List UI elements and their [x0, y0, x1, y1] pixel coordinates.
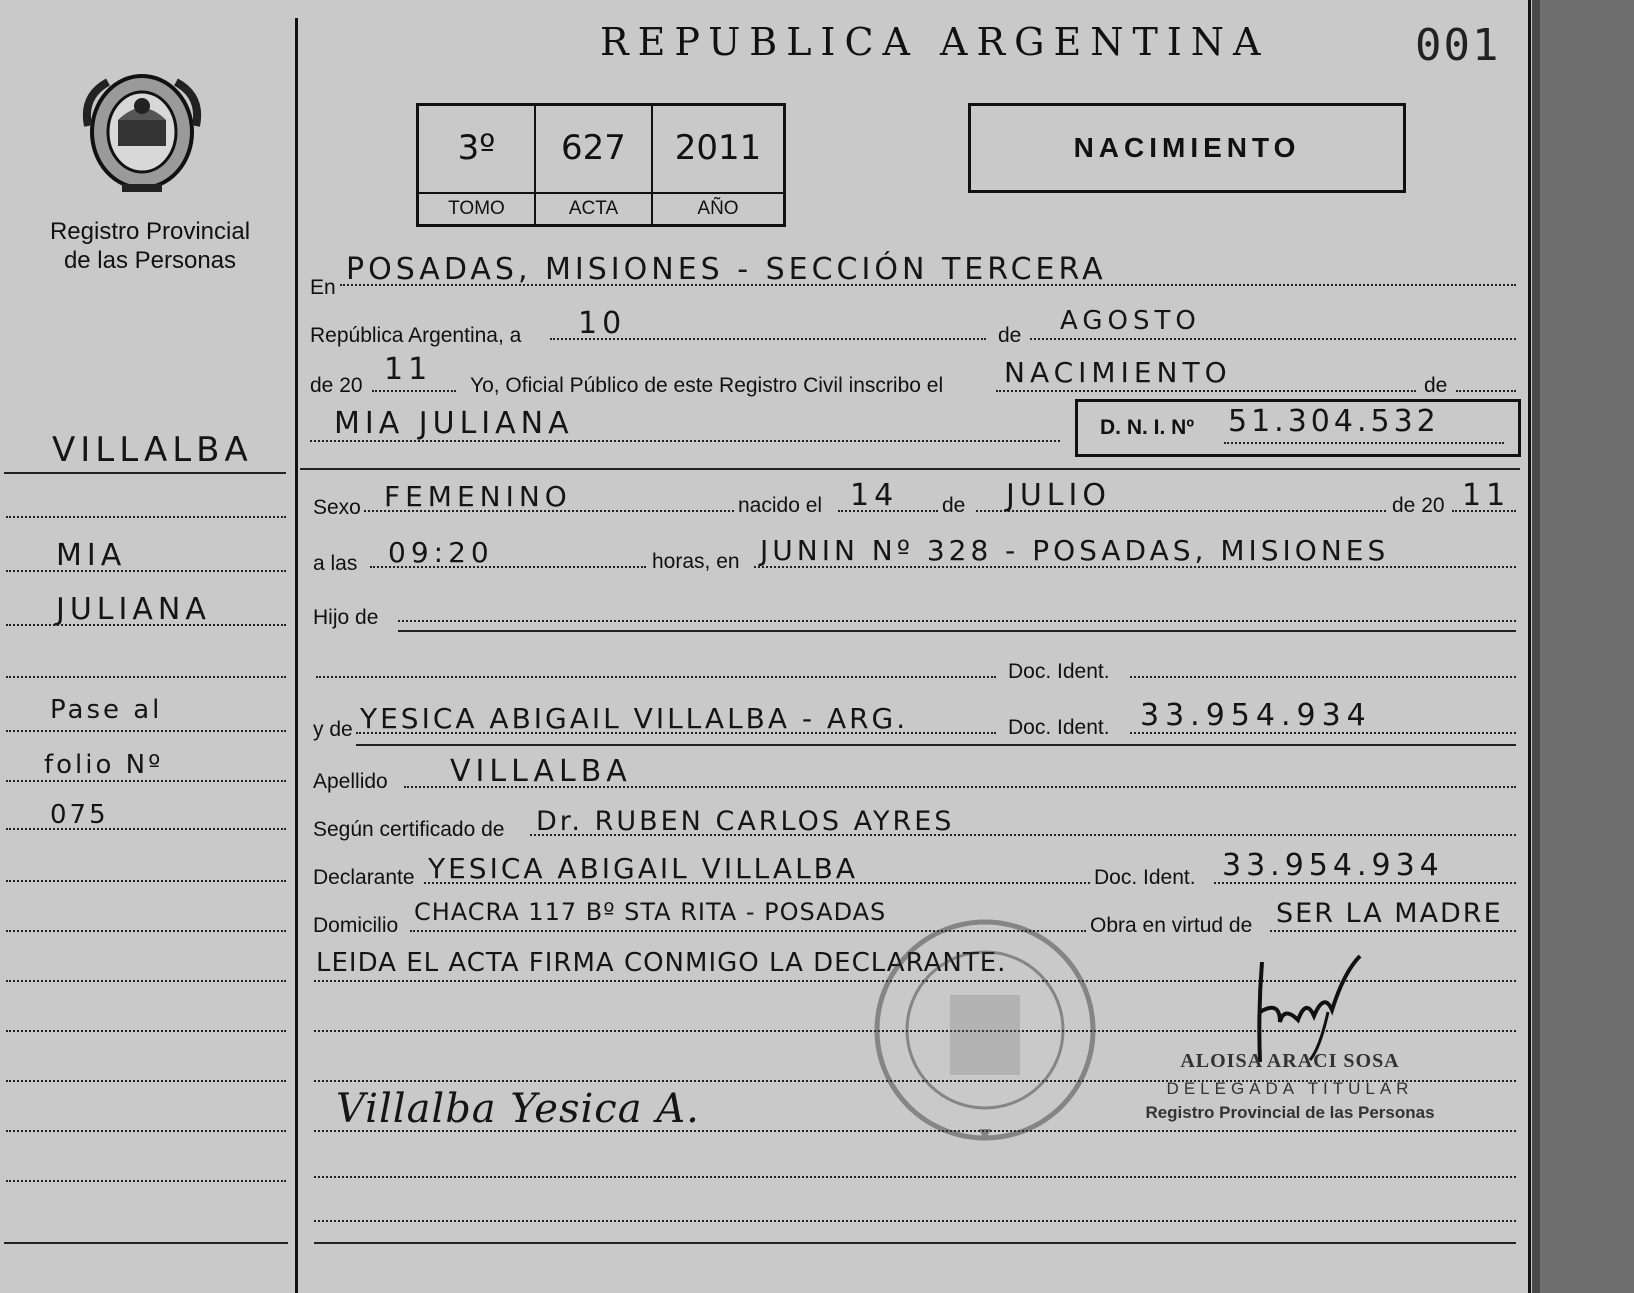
capacity-value: SER LA MADRE [1276, 898, 1503, 929]
birth-year-value: 11 [1462, 478, 1511, 513]
form-line [1456, 390, 1516, 392]
form-line [1214, 882, 1516, 884]
margin-line [6, 880, 286, 882]
margin-line [6, 780, 286, 782]
margin-surname: VILLALBA [52, 430, 253, 470]
document-title: REPUBLICA ARGENTINA [600, 20, 1270, 64]
sex-value: FEMENINO [384, 480, 572, 513]
margin-line [6, 1080, 286, 1082]
place-label: En [310, 276, 336, 299]
acta-value: 627 [561, 128, 626, 168]
child-of-label: Hijo de [313, 606, 379, 629]
form-line [356, 744, 1516, 746]
tomo-cell [419, 106, 536, 224]
birth-year-prefix: de 20 [1392, 494, 1445, 517]
form-line [398, 620, 1516, 622]
dni-value: 51.304.532 [1228, 404, 1440, 439]
de-label-3: de [942, 494, 966, 517]
form-line [1224, 442, 1504, 444]
capacity-label: Obra en virtud de [1090, 914, 1253, 937]
form-line [398, 630, 1516, 632]
margin-pass-note-3: 075 [50, 800, 109, 830]
de-label-2: de [1424, 374, 1448, 397]
sex-label: Sexo [313, 496, 361, 519]
act-kind-value: NACIMIENTO [1004, 356, 1232, 389]
form-line [754, 566, 1516, 568]
form-line [364, 510, 734, 512]
margin-line [6, 730, 286, 732]
form-line [1130, 676, 1516, 678]
and-label: y de [313, 718, 353, 741]
dni-box [1075, 399, 1521, 457]
form-line [314, 1242, 1516, 1244]
time-label: a las [313, 552, 358, 575]
official-seal-icon [870, 915, 1100, 1145]
form-line [404, 786, 1516, 788]
office-name-line-2: de las Personas [63, 247, 237, 274]
margin-line [6, 570, 286, 572]
declarant-value: YESICA ABIGAIL VILLALBA [428, 852, 859, 885]
margin-line [6, 930, 286, 932]
official-title: DELEGADA TITULAR [1166, 1079, 1414, 1098]
child-name-value: MIA JULIANA [334, 406, 574, 441]
form-line [1452, 510, 1516, 512]
place-value: POSADAS, MISIONES - SECCIÓN TERCERA [346, 252, 1107, 287]
declarant-doc-value: 33.954.934 [1222, 848, 1444, 883]
birth-day-value: 14 [850, 478, 899, 513]
ano-cell [653, 106, 783, 224]
born-label: nacido el [738, 494, 823, 517]
acta-cell [536, 106, 653, 224]
margin-line [6, 676, 286, 678]
surname-value: VILLALBA [450, 754, 632, 789]
record-type-box: NACIMIENTO [968, 103, 1406, 193]
right-border-line [1528, 0, 1531, 1293]
margin-given-name-2: JULIANA [56, 592, 211, 627]
year-prefix-label: de 20 [310, 374, 363, 397]
form-line [372, 390, 456, 392]
form-line [424, 882, 1090, 884]
certificate-label: Según certificado de [313, 818, 505, 841]
birth-place-value: JUNIN Nº 328 - POSADAS, MISIONES [760, 534, 1390, 567]
dni-label: D. N. I. Nº [1100, 416, 1195, 439]
month-value: AGOSTO [1060, 306, 1201, 336]
page-edge-shadow [1532, 0, 1540, 1293]
margin-line [6, 828, 286, 830]
form-line [996, 390, 1416, 392]
acta-label: ACTA [536, 192, 651, 224]
day-value: 10 [578, 306, 627, 341]
doc-ident-label: Doc. Ident. [1008, 660, 1110, 683]
official-office: Registro Provincial de las Personas [1145, 1103, 1435, 1122]
section-divider [300, 468, 1520, 470]
time-value: 09:20 [388, 536, 494, 569]
tomo-value: 3º [457, 128, 496, 168]
margin-line [6, 1030, 286, 1032]
margin-pass-note-1: Pase al [50, 695, 163, 725]
address-value: CHACRA 117 Bº STA RITA - POSADAS [414, 898, 887, 926]
mother-value: YESICA ABIGAIL VILLALBA - ARG. [360, 702, 909, 735]
doc-ident-label-3: Doc. Ident. [1094, 866, 1196, 889]
tomo-label: TOMO [419, 192, 534, 224]
margin-line [6, 624, 286, 626]
form-line [314, 1176, 1516, 1178]
year-value: 11 [384, 352, 433, 387]
declarant-signature: Villalba Yesica A. [336, 1086, 700, 1132]
form-line [1130, 732, 1516, 734]
official-name: ALOISA ARACI SOSA [1180, 1050, 1400, 1072]
margin-line [6, 516, 286, 518]
certificate-value: Dr. RUBEN CARLOS AYRES [536, 806, 955, 837]
provincial-coat-of-arms-icon [78, 66, 206, 196]
margin-line [4, 472, 286, 474]
ano-value: 2011 [674, 128, 762, 168]
margin-line [6, 1180, 286, 1182]
officer-text: Yo, Oficial Público de este Registro Civil inscribo el [470, 374, 944, 397]
birth-month-value: JULIO [1006, 478, 1111, 513]
hours-label: horas, en [652, 550, 740, 573]
margin-given-name-1: MIA [56, 538, 127, 573]
form-line [356, 732, 996, 734]
form-line [1030, 338, 1516, 340]
page-number: 001 [1415, 20, 1501, 71]
margin-line [6, 1130, 286, 1132]
form-line [310, 440, 1060, 442]
closing-text: LEIDA EL ACTA FIRMA CONMIGO LA DECLARANTE. [316, 948, 1007, 978]
official-signature-block [1120, 1050, 1460, 1123]
declarant-label: Declarante [313, 866, 415, 889]
form-line [340, 284, 1516, 286]
left-column-divider [295, 18, 298, 1293]
form-line [530, 834, 1516, 836]
margin-pass-note-2: folio Nº [44, 750, 164, 780]
margin-line [4, 1242, 288, 1244]
de-label: de [998, 324, 1022, 347]
office-name-line-1: Registro Provincial [49, 218, 251, 245]
form-line [370, 566, 646, 568]
registry-office-name [30, 217, 270, 275]
ano-label: AÑO [653, 192, 783, 224]
address-label: Domicilio [313, 914, 399, 937]
form-line [314, 1220, 1516, 1222]
form-line [1270, 930, 1516, 932]
doc-ident-label-2: Doc. Ident. [1008, 716, 1110, 739]
mother-doc-value: 33.954.934 [1140, 698, 1372, 733]
form-line [316, 676, 996, 678]
date-prefix-label: República Argentina, a [310, 324, 522, 347]
registry-reference-box [416, 103, 786, 227]
margin-line [6, 980, 286, 982]
surname-label: Apellido [313, 770, 388, 793]
